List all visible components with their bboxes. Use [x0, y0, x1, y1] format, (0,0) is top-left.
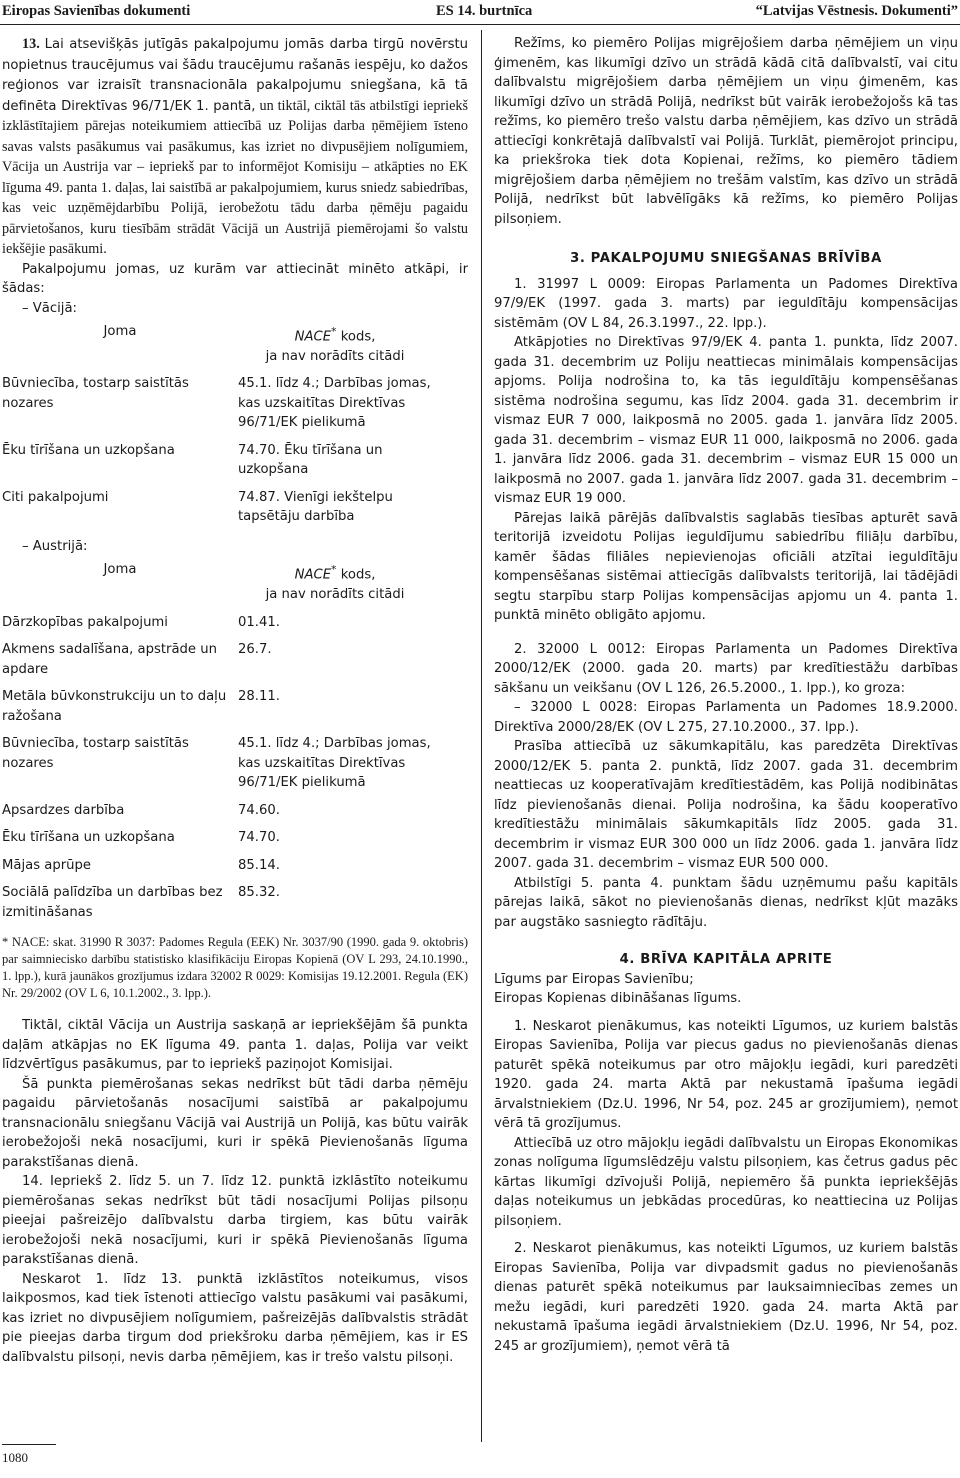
paragraph-13-serif: un tiktāl, ciktāl tās atbilstīgi iepriekš izklāstītajiem pārejas noteikumiem attiecībā uz Polijas darba ņēmējiem īsteno savas valsts pasākumus vai pasākumus, kas izriet no divpusējiem nolīgumiem, Vācija un Austrija var – iepriekš par to informējot Komisiju – atkāpties no EK līguma 49. panta 1. daļas, lai saistībā ar pakalpojumiem, kurus sniedz sabiedrības, kas veic uzņēmējdarbību Polijā, ierobežotu tādu darba ņēmēju pagaidu pārvietošanos, kuru tiesībām strādāt Vācijā un Austrijā piemērojami šo valstu iekšējie pasākumi.	[2, 97, 469, 257]
table-row: Metāla būvkonstrukciju un to daļu ražošana 28.11.	[2, 689, 280, 724]
capital-item-1-body: Attiecībā uz otro mājokļu iegādi dalībvalstu un Eiropas Ekonomikas zonas nolīguma līgumslēdzēju valstu pilsoņiem, kas četrus gadus pēc kārtas likumīgi dzīvojuši Polijā, nepiemēro šā punkta iepriekšējās daļas noteikumus un jebkādas procedūras, ko neattiecina uz Polijas pilsoņiem.	[494, 1135, 958, 1229]
table-row: Akmens sadalīšana, apstrāde un apdare 26.7.	[2, 642, 272, 677]
paragraph-jomas: Pakalpojumu jomas, uz kurām var attiecināt minēto atkāpi, ir šādas:	[2, 261, 468, 296]
capital-item-2: 2. Neskarot pienākumus, kas noteikti Līgumos, uz kuriem balstās Eiropas Savienība, Polija var divpadsmit gadus no pievienošanās dienas paturēt spēkā noteikumus par lauksaimniecības zemes un mežu iegādi, kuri paredzēti 1920. gada 24. marta Aktā par nekustamā īpašuma iegādi ārvalstniekiem (Dz.U. 1996, Nr 54, poz. 245 ar grozījumiem), ņemot vērā tā	[494, 1241, 958, 1354]
item-1-body: Atkāpjoties no Direktīvas 97/9/EK 4. panta 1. punkta, līdz 2007. gada 31. decembrim uz Poliju neattiecas minimālais kompensācijas apjoms. Polija nodrošina to, ka tās ieguldītāju kompensēšanas sistēma nodrošina segumu, kas līdz 2004. gada 31. decembrim ir vismaz EUR 7 000, laikposmā no 2005. gada 1. janvāra līdz 2005. gada 31. decembrim – vismaz EUR 11 000, laikposmā no 2006. gada 1. janvāra līdz 2006. gada 31. decembrim – vismaz EUR 15 000 un laikposmā no 2007. gada 1. janvāra līdz 2007. gada 31. decembrim – vismaz EUR 19 000.	[494, 335, 958, 506]
footnote: * NACE: skat. 31990 R 3037: Padomes Regula (EEK) Nr. 3037/90 (1990. gada 9. oktobris) par saimnieciskо darbību statistisko klasifikāciju Eiropas Kopienā (OV L 293, 24.10.1990., 1. lpp.), kurā jaunākos grozījumus izdara 32002 R 0029: Komisijas 19.12.2001. Regula (EK) Nr. 29/2002 (OV L 6, 10.1.2002., 3. lpp.).	[2, 935, 468, 1001]
table-header-row	[2, 560, 432, 612]
header-right: “Latvijas Vēstnesis. Dokumenti”	[755, 3, 958, 19]
table-row: Apsardzes darbība 74.60.	[2, 802, 280, 818]
column-divider	[481, 30, 482, 1442]
table-header-row	[2, 322, 432, 374]
paragraph-sa: Šā punkta piemērošanas sekas nedrīkst būt tādi darba ņēmēju pagaidu pārvietošanās nosacījumi saistībā ar pakalpojumu transnacionālu sniegšanu Vācijā vai Austrijā un Polijā, kas būtu vairāk ierobežojoši nekā nosacījumi, kuri ir spēkā Pievienošanās līguma parakstīšanas dienā.	[2, 1076, 468, 1170]
table-row: Būvniecība, tostarp saistītās nozares 45.1. līdz 4.; Darbības jomas, kas uzskaitītas Direktīvas 96/71/EK pielikumā	[2, 736, 431, 791]
header-rule	[0, 24, 960, 25]
col-header-joma: Joma	[103, 562, 137, 578]
paragraph-neskarot: Neskarot 1. līdz 13. punktā izklāstītos noteikumus, visos laikposmos, kad tiek īstenoti attiecīgo valstu pasākumi vai pasākumi, kas izriet no divpusējiem nolīgumiem, pašreizējās dalībvalstis strādāt pie pieejas darba tirgum dod priekšroku darba ņēmējiem, kas ir ES dalībvalstu pilsoņi, nevis darba ņēmējiem, kas ir trešo valstu pilsoņi.	[2, 1271, 468, 1365]
table-row: Citi pakalpojumi 74.87. Vienīgi iekštelpu tapsētāju darbība	[2, 489, 393, 525]
table-row: Ēku tīrīšana un uzkopšana 74.70. Ēku tīrīšana un uzkopšana	[2, 442, 383, 478]
left-column	[2, 34, 468, 1367]
header-left: Eiropas Savienības dokumenti	[2, 3, 191, 19]
page-footer	[2, 1448, 28, 1469]
table-row: Dārzkopības pakalpojumi 01.41.	[2, 614, 280, 630]
item-2: 2. 32000 L 0012: Eiropas Parlamenta un Padomes Direktīva 2000/12/EK (2000. gada 20. marts) par kredītiestāžu darbības sākšanu un veikšanu (OV L 126, 26.5.2000., 1. lpp.), ko groza:	[494, 641, 958, 696]
col-header-nace: NACE* kods, ja nav norādīts citādi	[265, 325, 405, 364]
austria-label: – Austrijā:	[22, 538, 88, 554]
section-heading-4: 4. BRĪVA KAPITĀLA APRITE	[619, 952, 833, 967]
paragraph-14: 14. Iepriekš 2. līdz 5. un 7. līdz 12. punktā izklāstīto noteikumu piemērošanas sekas nedrīkst būt tādi nosacījumi Polijas pilsoņu pieejai pašreizējo dalībvalstu darba tirgiem, kas būtu vairāk ierobežojoši nekā nosacījumi, kuri ir spēkā Pievienošanās līguma parakstīšanas dienā.	[2, 1174, 468, 1268]
paragraph-tiktal: Tiktāl, ciktāl Vācija un Austrija saskaņā ar iepriekšējām šā punkta daļām atkāpjas no EK līguma 49. panta 1. daļas, Polija var veikt līdzvērtīgus pasākumus, par to iepriekš paziņojot Komisijai.	[2, 1018, 468, 1073]
item-1-transition: Pārejas laikā pārējās dalībvalstis saglabās tiesības apturēt savā teritorijā izveidotu Polijas ieguldījumu sabiedrību filiāļu darbību, kamēr šādas filiāles nepievienojas oficiāli atzītai ieguldītāju kompensēšanas sistēmai attiecīgās dalībvalsts teritorijā, lai tādējādi segtu starpību starp Polijas kompensācijas apjomu un 4. panta 1. punktā minēto obligāto apjomu.	[494, 510, 958, 623]
right-column	[494, 34, 958, 1356]
paragraph-number: 13.	[22, 36, 40, 52]
capital-item-1: 1. Neskarot pienākumus, kas noteikti Līgumos, uz kuriem balstās Eiropas Savienība, Polija var piecus gadus no pievienošanās dienas paturēt spēkā noteikumus par otro mājokļu iegādi, kuri paredzēti 1920. gada 24. marta Aktā par nekustamā īpašuma iegādi ārvalstniekiem (Dz.U. 1996, Nr 54, poz. 245 ar grozījumiem), ņemot vērā tā grozījumus.	[494, 1018, 958, 1131]
germany-table	[2, 322, 432, 535]
col-header-joma: Joma	[103, 324, 137, 339]
paragraph-13	[2, 34, 468, 260]
paragraph-rezims: Režīms, ko piemēro Polijas migrējošiem darba ņēmējiem un viņu ģimenēm, kas likumīgi dzīvo un strādā kādā citā dalībvalstī, vai citu dalībvalstu migrējošiem darba ņēmējiem un viņu ģimenēm, kas likumīgi dzīvo un strādā Polijā, nedrīkst būt vairāk ierobežojošs kā tas režīms, ko piemēro trešo valstu darba ņēmējiem, kas dzīvo un strādā attiecīgi konkrētajā dalībvalstī vai Polijā. Turklāt, piemērojot principu, ka priekšroka tiek dota Kopienai, režīms, ko piemēro tādiem migrējošiem darba ņēmējiem no trešām valstīm, kas dzīvo un strādā Polijā, nedrīkst būt labvēlīgāks kā režīms, ko piemēro Polijas pilsoņiem.	[494, 36, 958, 227]
table-row: Būvniecība, tostarp saistītās nozares 45.1. līdz 4.; Darbības jomas, kas uzskaitītas Direktīvas 96/71/EK pielikumā	[2, 376, 431, 431]
item-2-body: Prasība attiecībā uz sākumkapitālu, kas paredzēta Direktīvas 2000/12/EK 5. panta 2. punktā, līdz 2007. gada 31. decembrim neattiecas uz kooperatīvajām kredītiestādēm, kas Polijā nodibinātas līdz pievienošanās dienai. Polija nodrošina, ka šādu kooperatīvo kredītiestāžu minimālais sākumkapitāls līdz 2005. gada 31. decembrim ir vismaz EUR 300 000 un līdz 2006. gada 1. janvāra līdz 2007. gada 31. decembrim – vismaz EUR 500 000.	[494, 739, 958, 871]
germany-label: – Vācijā:	[22, 300, 77, 316]
footer-rule	[2, 1444, 56, 1445]
col-header-nace: NACE* kods, ja nav norādīts citādi	[265, 563, 405, 603]
header-center: ES 14. burtnīca	[436, 3, 533, 19]
page-header	[0, 0, 960, 30]
table-row: Mājas aprūpe 85.14.	[2, 857, 280, 873]
paragraph-13-sans: Lai atsevišķās jutīgās pakalpojumu jomās darba tirgū novērstu nopietnus traucējumus vai šādu traucējumu rašanās iespēju, ko dažos reģionos var izraisīt transnacionāla pakalpojumu sniegšana, kā tā definēta Direktīvas 96/71/EK 1. pantā,	[2, 37, 469, 114]
section-heading-3: 3. PAKALPOJUMU SNIEGŠANAS BRĪVĪBA	[570, 251, 882, 266]
page-number: 1080	[2, 1450, 28, 1465]
table-row: Sociālā palīdzība un darbības bez izmitināšanas 85.32.	[2, 885, 280, 920]
item-1: 1. 31997 L 0009: Eiropas Parlamenta un Padomes Direktīva 97/9/EK (1997. gada 3. marts) par ieguldītāju kompensācijas sistēmām (OV L 84, 26.3.1997., 22. lpp.).	[494, 276, 958, 331]
austria-table	[2, 560, 432, 930]
item-2-own-funds: Atbilstīgi 5. panta 4. punktam šādu uzņēmumu pašu kapitāls pārejas laikā, sākot no pievienošanās dienas, nedrīkst kļūt mazāks par augstāko sasniegto rādītāju.	[494, 875, 958, 930]
treaty-ec: Eiropas Kopienas dibināšanas līgums.	[494, 991, 742, 1006]
table-row: Ēku tīrīšana un uzkopšana 74.70.	[2, 830, 280, 846]
item-2-amend: – 32000 L 0028: Eiropas Parlamenta un Padomes 18.9.2000. Direktīva 2000/28/EK (OV L 275, 27.10.2000., 37. lpp.).	[494, 700, 958, 735]
treaty-eu: Līgums par Eiropas Savienību;	[494, 971, 694, 987]
